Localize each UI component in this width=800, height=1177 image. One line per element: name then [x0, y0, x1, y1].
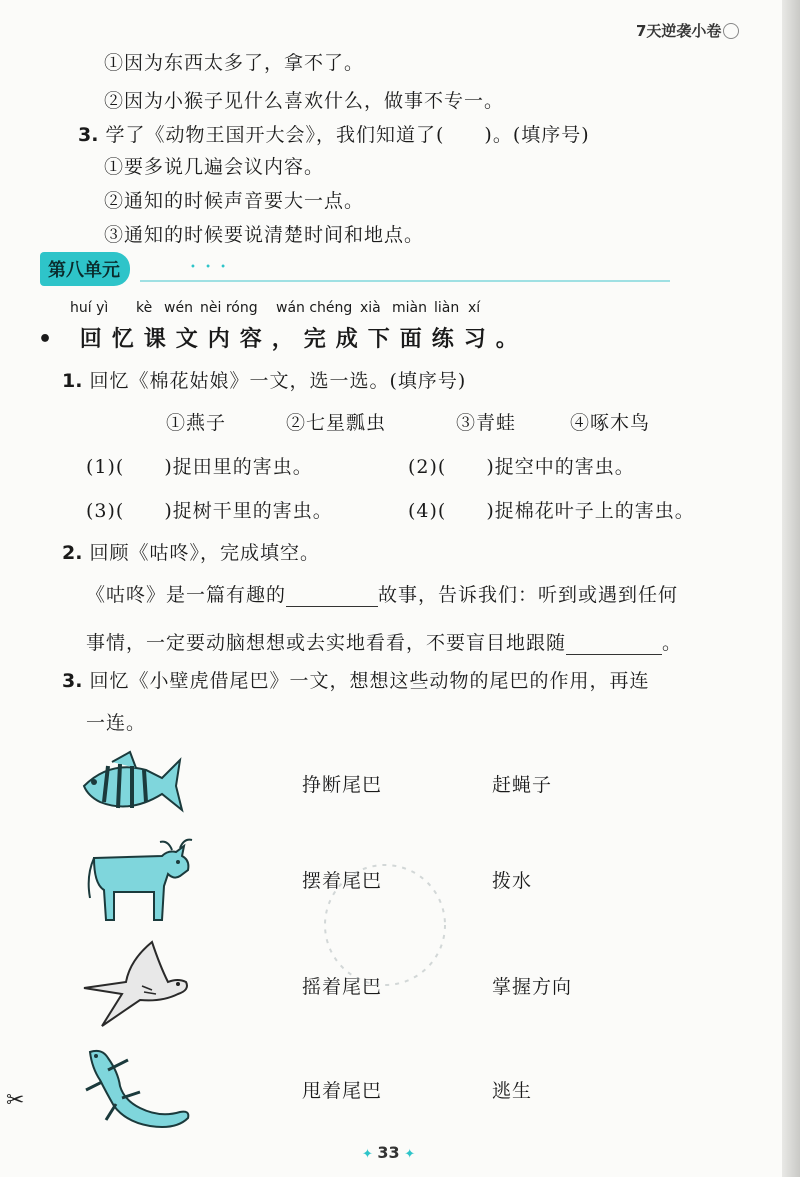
action-2[interactable]: 摆着尾巴	[302, 870, 383, 892]
use-4[interactable]: 逃生	[492, 1080, 533, 1102]
question-number: 2.	[62, 542, 83, 564]
pinyin: wén	[164, 300, 193, 316]
q2-text-b: 故事，告诉我们：听到或遇到任何	[378, 584, 679, 606]
unit-rule	[140, 280, 670, 282]
question-number: 1.	[62, 370, 83, 392]
pinyin: nèi róng	[200, 300, 258, 316]
q2	[62, 538, 320, 565]
use-2[interactable]: 拨水	[492, 870, 533, 892]
fill-blank-1[interactable]	[286, 606, 378, 607]
watermark-stamp	[310, 850, 460, 1000]
prev-q3	[78, 120, 590, 147]
q1-blank-2[interactable]: (2)( )捉空中的害虫。	[408, 456, 635, 478]
question-text: 学了《动物王国开大会》，我们知道了( )。(填序号)	[105, 124, 590, 146]
page-edge	[782, 0, 800, 1177]
swallow-icon	[82, 938, 192, 1030]
pinyin: xí	[468, 300, 481, 316]
q1-blank-1[interactable]: (1)( )捉田里的害虫。	[86, 456, 313, 478]
q2-text-c: 事情，一定要动脑想想或去实地看看，不要盲目地跟随	[86, 632, 567, 654]
fish-icon	[80, 748, 184, 818]
question-text: 回忆《小壁虎借尾巴》一文，想想这些动物的尾巴的作用，再连	[89, 670, 650, 692]
pinyin: liàn	[434, 300, 460, 316]
question-text: 回顾《咕咚》，完成填空。	[89, 542, 321, 564]
q1	[62, 366, 466, 393]
circle-icon	[723, 23, 739, 39]
q1-blank-4[interactable]: (4)( )捉棉花叶子上的害虫。	[408, 500, 695, 522]
q1-choice-1: ①燕子	[166, 412, 227, 434]
sparkle-icon: ✦	[362, 1147, 378, 1162]
pinyin: xià	[360, 300, 381, 316]
instruction-heading: • 回忆课文内容，完成下面练习。	[38, 327, 528, 352]
prev-q3-option-1: ①要多说几遍会议内容。	[104, 156, 325, 178]
action-1[interactable]: 挣断尾巴	[302, 774, 383, 796]
q2-text-a: 《咕咚》是一篇有趣的	[86, 584, 287, 606]
unit-title: 第八单元	[40, 252, 130, 286]
action-4[interactable]: 甩着尾巴	[302, 1080, 383, 1102]
scissors-icon: ✂	[6, 1088, 25, 1113]
unit-banner	[40, 252, 670, 284]
gecko-icon	[80, 1046, 192, 1136]
fill-blank-2[interactable]	[566, 654, 662, 655]
pinyin: miàn	[392, 300, 427, 316]
sparkle-icon: ✦	[399, 1147, 416, 1162]
q1-blank-3[interactable]: (3)( )捉树干里的害虫。	[86, 500, 333, 522]
q1-choice-3: ③青蛙	[456, 412, 517, 434]
cow-icon	[84, 836, 194, 922]
banner-dots: • • •	[190, 262, 230, 273]
pinyin: kè	[136, 300, 153, 316]
q2-line-1	[86, 580, 678, 607]
q3	[62, 666, 650, 693]
q2-option-2: ②因为小猴子见什么喜欢什么，做事不专一。	[104, 90, 505, 112]
prev-q3-option-2: ②通知的时候声音要大一点。	[104, 190, 365, 212]
prev-q3-option-3: ③通知的时候要说清楚时间和地点。	[104, 224, 425, 246]
q1-choice-4: ④啄木鸟	[570, 412, 651, 434]
question-number: 3.	[78, 124, 99, 146]
q2-line-2	[86, 628, 682, 655]
question-text: 回忆《棉花姑娘》一文，选一选。(填序号)	[89, 370, 467, 392]
action-3[interactable]: 摇着尾巴	[302, 976, 383, 998]
q1-choice-2: ②七星瓢虫	[286, 412, 387, 434]
q2-option-1: ①因为东西太多了，拿不了。	[104, 52, 365, 74]
pinyin: huí yì	[70, 300, 109, 316]
use-1[interactable]: 赶蝇子	[492, 774, 553, 796]
pinyin: wán chéng	[276, 300, 353, 316]
question-number: 3.	[62, 670, 83, 692]
page-number: ✦ 33 ✦	[362, 1143, 416, 1162]
book-tag: 7天逆袭小卷	[636, 20, 739, 41]
use-3[interactable]: 掌握方向	[492, 976, 573, 998]
q2-text-d: 。	[662, 632, 683, 654]
q3-line-2: 一连。	[86, 712, 147, 734]
